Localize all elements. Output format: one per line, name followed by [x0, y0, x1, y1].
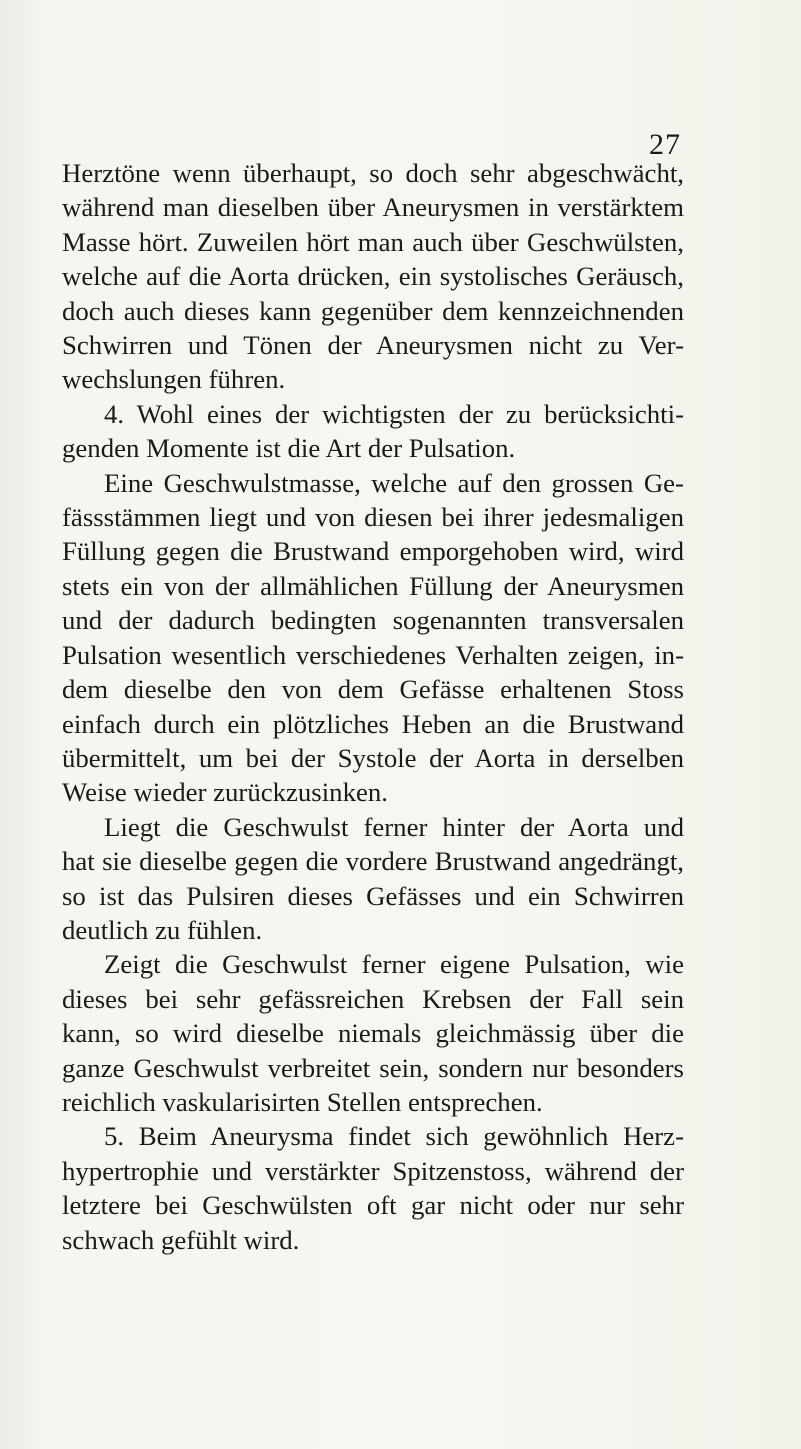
text-line: während man dieselben über Aneurysmen in verstärktem: [62, 192, 684, 223]
text-line: kann, so wird dieselbe niemals gleichmässig über die: [62, 1018, 684, 1049]
text-line: schwach gefühlt wird.: [62, 1224, 300, 1255]
page-number: 27: [649, 128, 681, 161]
text-line: wechslungen führen.: [62, 364, 286, 395]
text-line: übermittelt, um bei der Systole der Aorta in derselben: [62, 742, 684, 773]
text-line: Herztöne wenn überhaupt, so doch sehr abgeschwächt,: [62, 158, 684, 188]
text-line: reichlich vaskularisirten Stellen entsprechen.: [62, 1086, 543, 1117]
text-line: 5. Beim Aneurysma findet sich gewöhnlich Herz-: [104, 1121, 684, 1152]
text-line: hat sie dieselbe gegen die vordere Brustwand angedrängt,: [62, 846, 684, 877]
text-line: stets ein von der allmählichen Füllung der Aneurysmen: [62, 570, 684, 601]
text-line: hypertrophie und verstärkter Spitzenstoss, während der: [62, 1155, 684, 1186]
body-text: [62, 156, 684, 1257]
text-line: fässstämmen liegt und von diesen bei ihrer jedesmaligen: [62, 502, 684, 533]
text-line: so ist das Pulsiren dieses Gefässes und ein Schwirren: [62, 880, 684, 911]
text-line: Weise wieder zurückzusinken.: [62, 777, 388, 808]
text-line: letztere bei Geschwülsten oft gar nicht oder nur sehr: [62, 1190, 684, 1221]
text-line: welche auf die Aorta drücken, ein systolisches Geräusch,: [62, 261, 684, 292]
text-line: und der dadurch bedingten sogenannten transversalen: [62, 605, 684, 636]
text-line: Schwirren und Tönen der Aneurysmen nicht zu Ver-: [62, 330, 684, 361]
text-line: dem dieselbe den von dem Gefässe erhaltenen Stoss: [62, 674, 684, 705]
text-line: Liegt die Geschwulst ferner hinter der Aorta und: [104, 811, 684, 842]
text-line: Pulsation wesentlich verschiedenes Verhalten zeigen, in-: [62, 639, 684, 670]
text-line: Füllung gegen die Brustwand emporgehoben wird, wird: [62, 536, 684, 567]
text-line: doch auch dieses kann gegenüber dem kennzeichnenden: [62, 295, 684, 326]
text-line: Zeigt die Geschwulst ferner eigene Pulsation, wie: [104, 949, 684, 980]
text-line: deutlich zu fühlen.: [62, 914, 263, 945]
text-line: einfach durch ein plötzliches Heben an die Brustwand: [62, 708, 684, 739]
text-line: ganze Geschwulst verbreitet sein, sondern nur besonders: [62, 1052, 684, 1083]
text-line: Masse hört. Zuweilen hört man auch über Geschwülsten,: [62, 226, 684, 257]
text-line: Eine Geschwulstmasse, welche auf den grossen Ge-: [104, 467, 684, 498]
text-line: 4. Wohl eines der wichtigsten der zu berücksichti-: [104, 398, 684, 429]
text-line: dieses bei sehr gefässreichen Krebsen der Fall sein: [62, 983, 684, 1014]
text-line: genden Momente ist die Art der Pulsation.: [62, 433, 516, 464]
